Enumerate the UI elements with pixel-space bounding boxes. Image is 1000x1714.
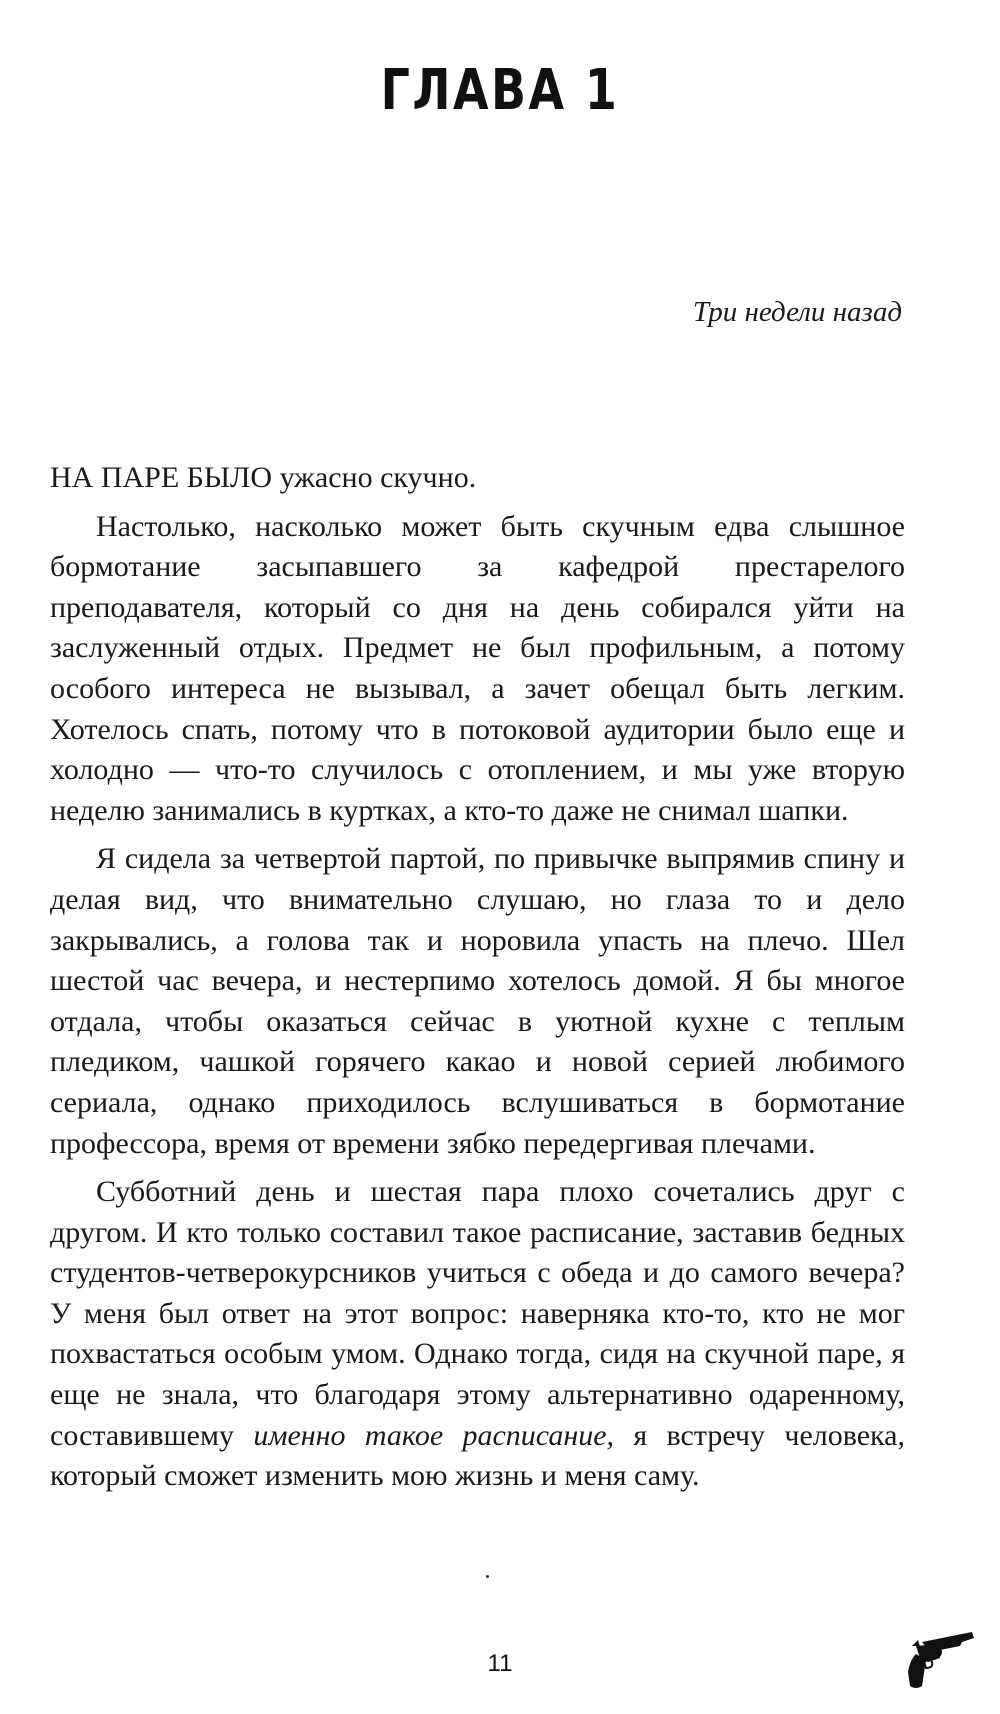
paragraph-4-text-b: я встречу человека, который сможет изменить мою жизнь и меня саму. bbox=[50, 1418, 905, 1493]
page-number: 11 bbox=[487, 1650, 513, 1677]
paragraph-4-text-a: Субботний день и шестая пара плохо сочетались друг с другом. И кто только составил такое расписание, заставив бедных студентов-четверокурсников учиться с обеда и до самого вечера? У меня был ответ на этот вопрос: наверняка кто-то, кто не мог похвастаться особым умом. Однако тогда, сидя на скучной паре, я еще не знала, что благодаря этому альтернативно одаренному, составившему bbox=[50, 1175, 905, 1452]
paragraph-1-text: ужасно скучно. bbox=[272, 461, 477, 494]
paragraph-3: Я сидела за четвертой партой, по привычке выпрямив спину и делая вид, что внимательно слушаю, но глаза то и дело закрывались, а голова так и норовила упасть на плечо. Шел шестой час вечера, и нестерпимо хотелось домой. Я бы многое отдала, чтобы оказаться сейчас в уютной кухне с теплым пледиком, чашкой горячего какао и новой серией любимого сериала, однако приходилось вслушиваться в бормотание профессора, время от времени зябко передергивая плечами. bbox=[50, 842, 905, 1160]
revolver-icon bbox=[902, 1628, 978, 1694]
chapter-title: ГЛАВА 1 bbox=[380, 58, 620, 123]
chapter-epigraph: Три недели назад bbox=[692, 296, 902, 328]
print-speck bbox=[486, 1575, 489, 1578]
chapter-body bbox=[50, 458, 905, 1505]
paragraph-lead-caps: НА ПАРЕ БЫЛО bbox=[50, 461, 273, 494]
paragraph-1 bbox=[50, 458, 905, 499]
paragraph-4 bbox=[50, 1172, 905, 1497]
paragraph-4-emphasis: именно такое расписание, bbox=[253, 1418, 615, 1452]
paragraph-2: Настолько, насколько может быть скучным едва слышное бормотание засыпавшего за кафедрой престарелого преподавателя, который со дня на день собирался уйти на заслуженный отдых. Предмет не был профильным, а потому особого интереса не вызывал, а зачет обещал быть легким. Хотелось спать, потому что в потоковой аудитории было еще и холодно — что-то случилось с отоплением, и мы уже вторую неделю занимались в куртках, а кто-то даже не снимал шапки. bbox=[50, 509, 905, 827]
